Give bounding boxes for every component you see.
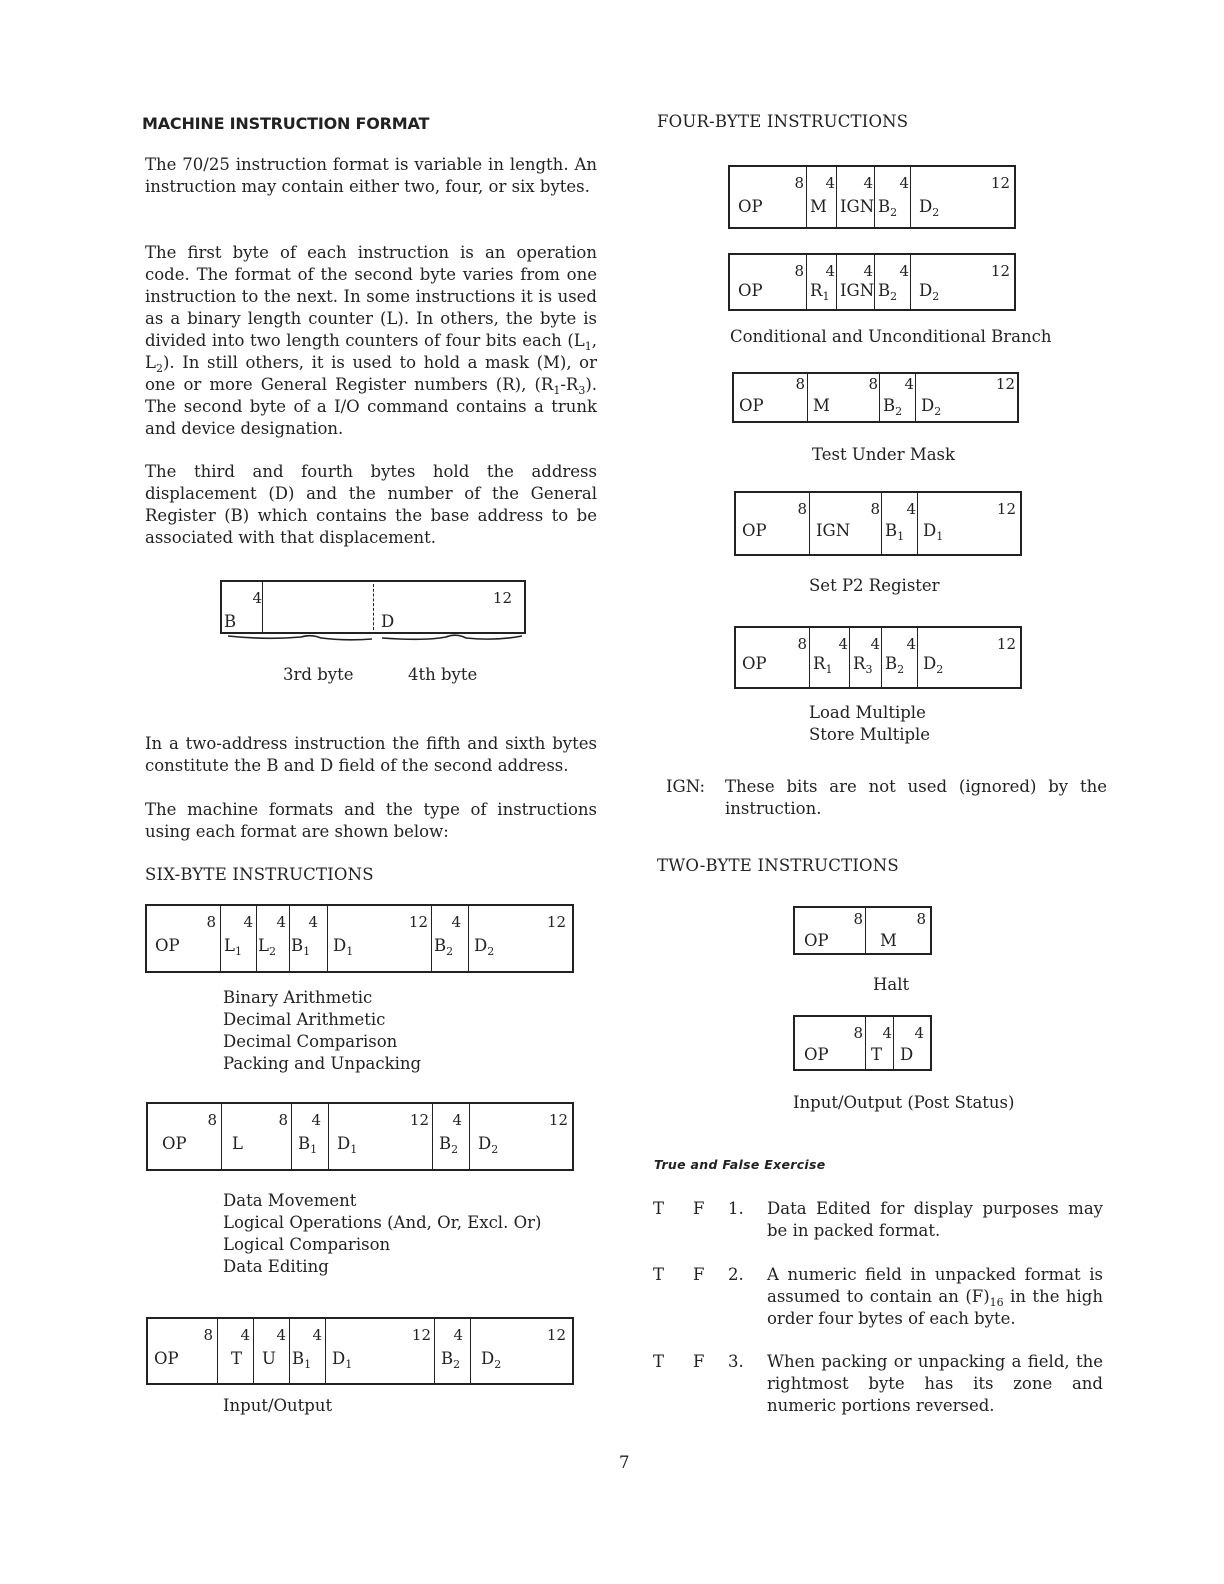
six-byte-format-2: 8 OP 8 L 4 $B_1$ 12 $D_1$ 4 $B_2$ 12 $D_2$ <box>146 1102 574 1171</box>
false-option[interactable]: F <box>693 1352 705 1371</box>
machine-formats-paragraph: The machine formats and the type of instructions using each format are shown below: <box>145 800 597 841</box>
branch-caption: Conditional and Unconditional Branch <box>730 327 1052 346</box>
two-byte-heading: TWO-BYTE INSTRUCTIONS <box>657 856 899 875</box>
page-title: MACHINE INSTRUCTION FORMAT <box>142 114 430 133</box>
bd-field-diagram: 4 B 12 D <box>220 580 526 634</box>
true-option[interactable]: T <box>653 1199 665 1218</box>
set-p2-caption: Set P2 Register <box>809 576 940 595</box>
six-byte-format-3-caption: Input/Output <box>223 1396 333 1415</box>
halt-caption: Halt <box>873 975 910 994</box>
page-number: 7 <box>619 1453 630 1472</box>
intro-paragraph: The 70/25 instruction format is variable in length. An instruction may contain either two, four, or six bytes. <box>145 155 597 196</box>
two-address-paragraph: In a two-address instruction the fifth and sixth bytes constitute the B and D field of the second address. <box>145 734 597 775</box>
exercise-heading: True and False Exercise <box>654 1157 826 1172</box>
four-byte-format-load-store-multiple: 8 OP 4 $R_1$ 4 $R_3$ 4 $B_2$ 12 $D_2$ <box>734 626 1022 689</box>
two-byte-format-post-status: 8 OP 4 T 4 D <box>793 1015 932 1071</box>
four-byte-format-branch-mask: 8 OP 4 M 4 IGN 4 $B_2$ 12 $D_2$ <box>728 165 1016 229</box>
four-byte-format-set-p2: 8 OP 8 IGN 4 $B_1$ 12 $D_1$ <box>734 491 1022 556</box>
two-byte-format-halt: 8 OP 8 M <box>793 906 932 955</box>
four-byte-format-test-under-mask: 8 OP 8 M 4 $B_2$ 12 $D_2$ <box>732 372 1019 423</box>
post-status-caption: Input/Output (Post Status) <box>793 1093 1015 1112</box>
true-option[interactable]: T <box>653 1352 665 1371</box>
byte-divider <box>373 584 374 630</box>
byte-braces <box>226 632 526 646</box>
six-byte-format-1: 8 OP 4 $L_1$ 4 $L_2$ 4 $B_1$ 12 $D_1$ 4 $B_2$ 12 $D_2$ <box>145 904 574 973</box>
six-byte-format-2-captions: Data Movement Logical Operations (And, Or, Excl. Or) Logical Comparison Data Editing <box>223 1191 542 1276</box>
ign-description: These bits are not used (ignored) by the instruction. <box>725 777 1107 818</box>
six-byte-format-1-captions: Binary Arithmetic Decimal Arithmetic Decimal Comparison Packing and Unpacking <box>223 988 422 1073</box>
address-paragraph: The third and fourth bytes hold the address displacement (D) and the number of the General Register (B) which contains the base address to be associated with that displacement. <box>145 462 597 547</box>
four-byte-heading: FOUR-BYTE INSTRUCTIONS <box>657 112 909 131</box>
byte-3-label: 3rd byte <box>283 665 354 684</box>
six-byte-heading: SIX-BYTE INSTRUCTIONS <box>145 865 374 884</box>
second-byte-paragraph: The first byte of each instruction is an operation code. The format of the second byte varies from one instruction to the next. In some instructions it is used as a binary length counter (L). In others, the byte is divided into two length counters of four bits each ($L_1$, $L_2$). In still others, it is used to hold a mask (M), or one or more General Register numbers (R), $(R_1-R_3)$. The second byte of a I/O command contains a trunk and device designation. <box>145 243 597 438</box>
ign-label: IGN: <box>666 777 706 796</box>
six-byte-format-3: 8 OP 4 T 4 U 4 $B_1$ 12 $D_1$ 4 $B_2$ 12 $D_2$ <box>146 1317 574 1385</box>
false-option[interactable]: F <box>693 1199 705 1218</box>
four-byte-format-branch-register: 8 OP 4 $R_1$ 4 IGN 4 $B_2$ 12 $D_2$ <box>728 253 1016 311</box>
load-store-multiple-caption: Load Multiple Store Multiple <box>809 703 931 744</box>
test-under-mask-caption: Test Under Mask <box>812 445 956 464</box>
true-option[interactable]: T <box>653 1265 665 1284</box>
byte-4-label: 4th byte <box>408 665 478 684</box>
false-option[interactable]: F <box>693 1265 705 1284</box>
